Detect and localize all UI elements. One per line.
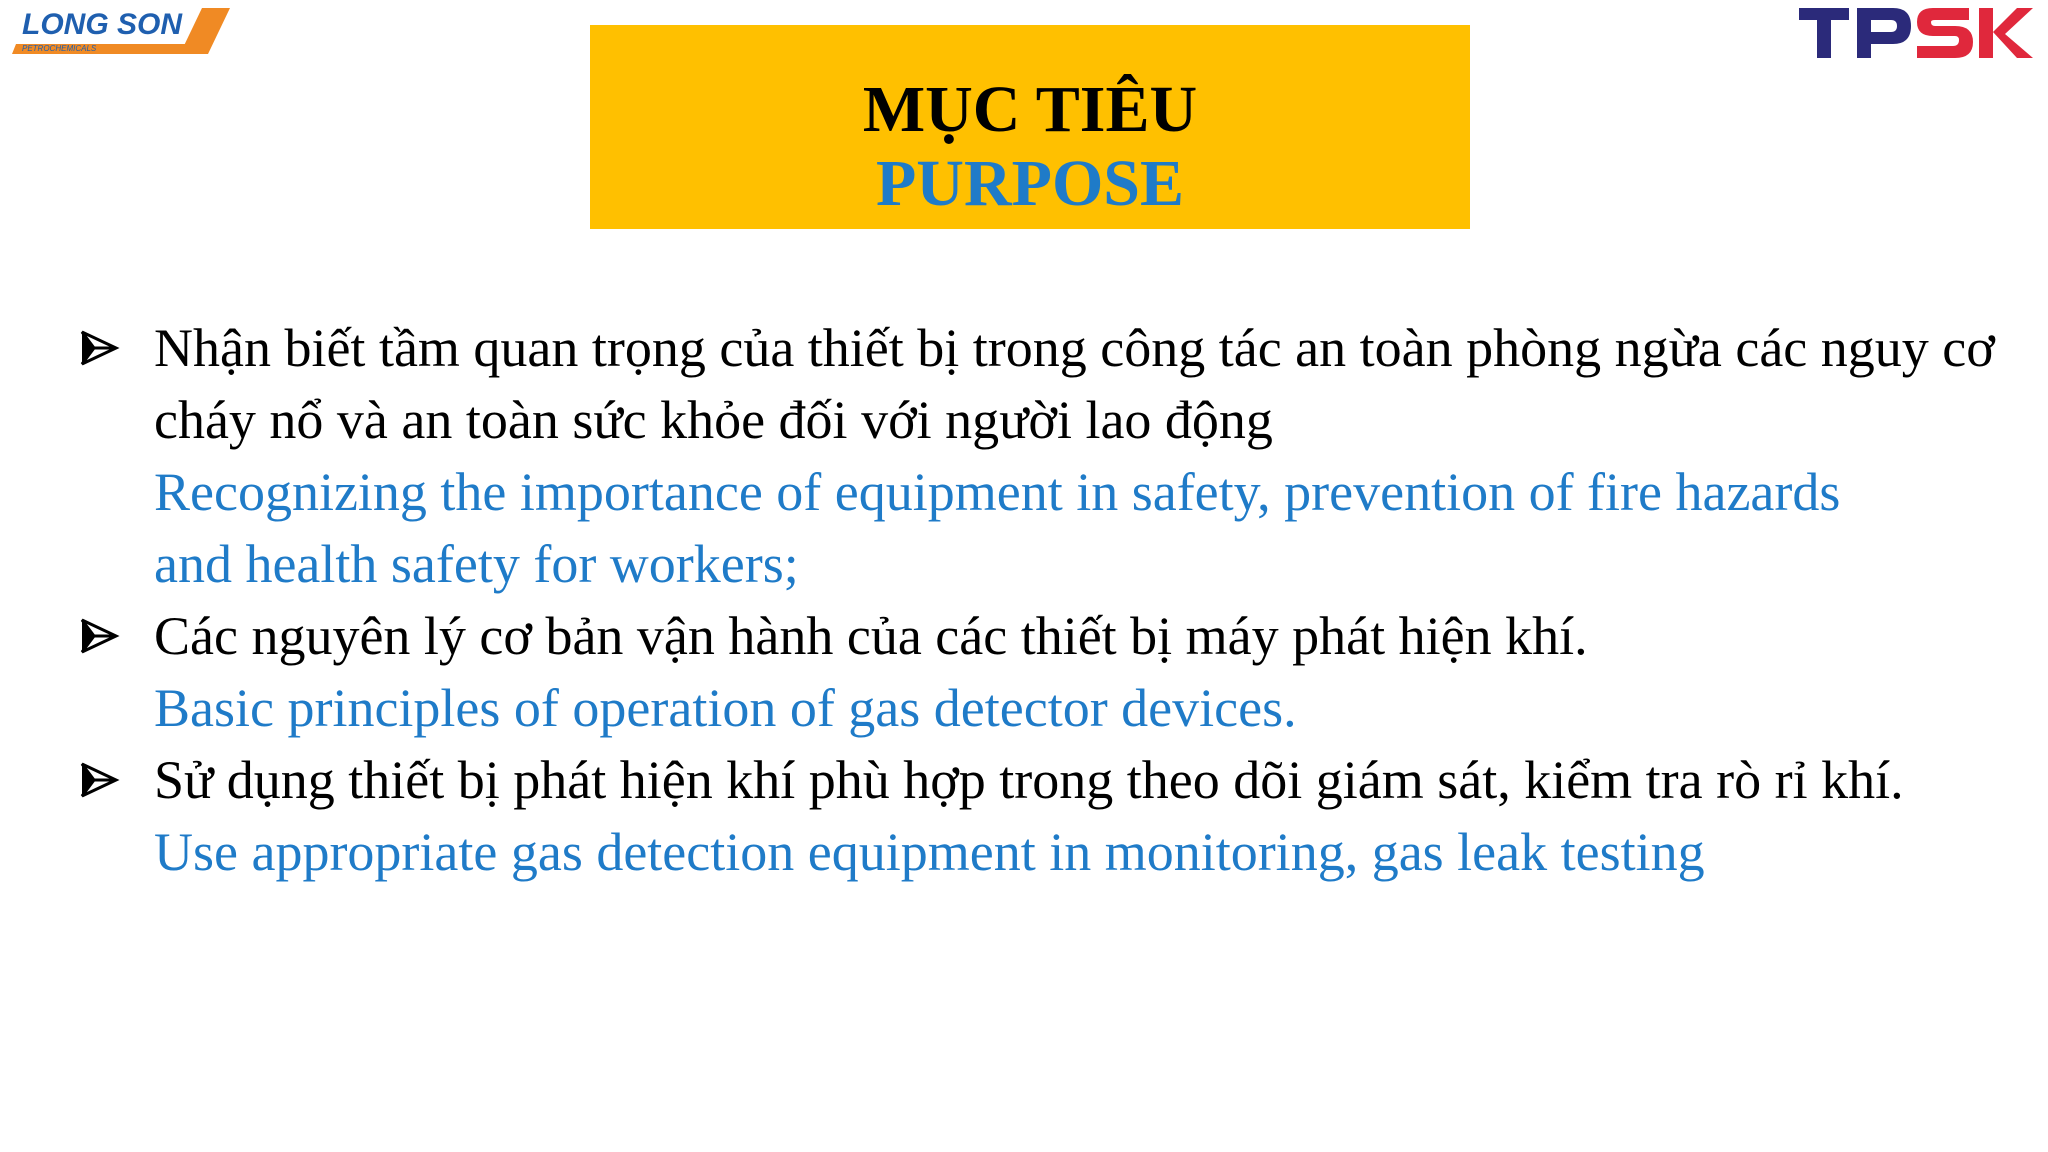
- item-text-english: Use appropriate gas detection equipment in monitoring, gas leak testing: [154, 822, 1705, 882]
- title-english: PURPOSE: [875, 147, 1185, 220]
- arrowhead-bullet-icon: [80, 760, 120, 800]
- long-son-logo: [12, 4, 232, 58]
- purpose-list: [80, 312, 1995, 888]
- arrowhead-bullet-icon: [80, 328, 120, 368]
- item-text-english: Recognizing the importance of equipment in safety, prevention of fire hazards and health safety for workers;: [154, 462, 1841, 594]
- item-text-vietnamese: Các nguyên lý cơ bản vận hành của các thiết bị máy phát hiện khí.: [154, 606, 1588, 666]
- item-text-english: Basic principles of operation of gas detector devices.: [154, 678, 1297, 738]
- svg-text:LONG SON: LONG SON: [22, 8, 183, 41]
- svg-text:PETROCHEMICALS: PETROCHEMICALS: [22, 44, 97, 53]
- arrowhead-bullet-icon: [80, 616, 120, 656]
- list-item: [80, 312, 1995, 600]
- tpsk-logo: [1795, 2, 2035, 64]
- title-box: [590, 25, 1470, 229]
- title-vietnamese: MỤC TIÊU: [862, 73, 1198, 146]
- list-item: [80, 744, 1980, 888]
- item-text-vietnamese: Sử dụng thiết bị phát hiện khí phù hợp trong theo dõi giám sát, kiểm tra rò rỉ khí.: [154, 750, 1904, 810]
- list-item: [80, 600, 1980, 744]
- item-text-vietnamese: Nhận biết tầm quan trọng của thiết bị trong công tác an toàn phòng ngừa các nguy cơ cháy nổ và an toàn sức khỏe đối với người lao động: [154, 318, 1995, 450]
